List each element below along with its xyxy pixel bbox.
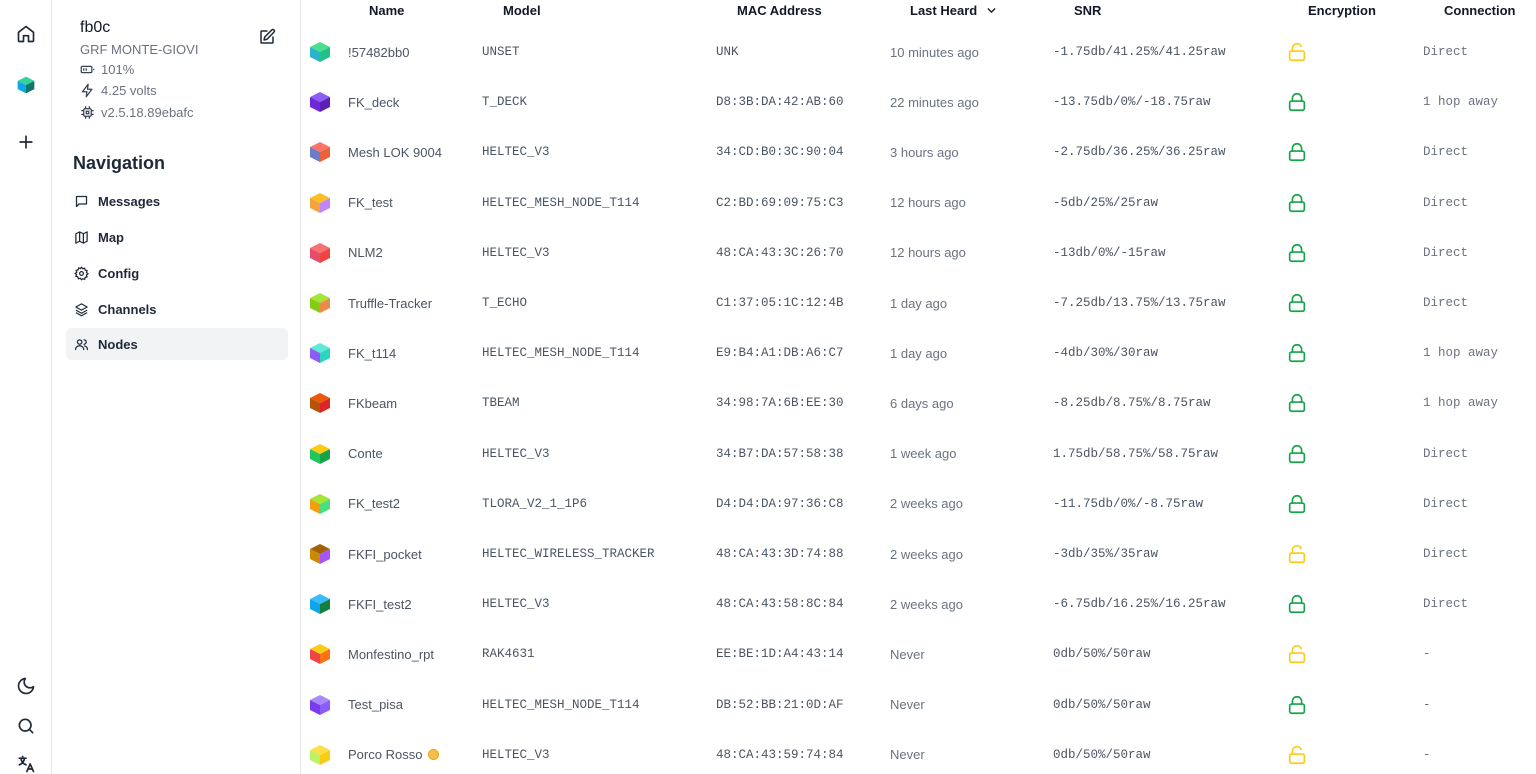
table-row[interactable] xyxy=(302,479,1536,529)
node-snr: -1.75db/41.25%/41.25raw xyxy=(1053,45,1226,59)
node-snr: -11.75db/0%/-8.75raw xyxy=(1053,496,1204,511)
table-row[interactable] xyxy=(302,278,1536,328)
table-row[interactable] xyxy=(302,629,1536,679)
node-name: FKbeam xyxy=(348,395,398,411)
node-connection: Direct xyxy=(1423,195,1469,210)
layers-icon xyxy=(74,302,89,317)
column-header-model[interactable] xyxy=(503,3,541,18)
node-name: Conte xyxy=(348,446,383,462)
nav-item-label: Config xyxy=(98,265,140,281)
node-avatar xyxy=(308,378,332,428)
table-row[interactable] xyxy=(302,680,1536,730)
node-mac: 48:CA:43:3C:26:70 xyxy=(716,245,844,260)
node-last-heard: 1 day ago xyxy=(890,295,948,311)
column-header-mac[interactable] xyxy=(737,3,822,18)
node-last-heard: Never xyxy=(890,697,925,713)
node-model: HELTEC_V3 xyxy=(482,145,550,160)
node-connection: Direct xyxy=(1423,145,1469,160)
edit-icon xyxy=(258,28,276,46)
lock-open-icon xyxy=(1286,543,1308,565)
node-snr: 0db/50%/50raw xyxy=(1053,697,1151,712)
icon-rail xyxy=(0,0,52,774)
node-encryption xyxy=(1286,278,1308,328)
node-avatar xyxy=(308,680,332,730)
node-avatar xyxy=(308,127,332,177)
node-name-cell xyxy=(348,529,422,579)
node-mac: UNK xyxy=(716,45,739,59)
node-avatar xyxy=(308,479,332,529)
battery-icon xyxy=(80,62,95,77)
table-row[interactable] xyxy=(302,579,1536,629)
column-header-encryption[interactable] xyxy=(1308,3,1376,18)
lock-open-icon xyxy=(1286,744,1308,766)
node-mac: 48:CA:43:3D:74:88 xyxy=(716,547,844,561)
node-avatar-icon xyxy=(308,191,332,215)
node-encryption xyxy=(1286,579,1308,629)
node-avatar-icon[interactable] xyxy=(0,70,52,100)
node-encryption xyxy=(1286,730,1308,774)
node-name: Porco Rosso xyxy=(348,747,423,763)
table-row[interactable] xyxy=(302,228,1536,278)
node-mac: C2:BD:69:09:75:C3 xyxy=(716,195,844,210)
node-avatar xyxy=(308,77,332,127)
edit-device-button[interactable] xyxy=(258,28,276,46)
node-avatar xyxy=(308,228,332,278)
table-row[interactable] xyxy=(302,127,1536,177)
device-short-name: fb0c xyxy=(80,19,111,36)
table-row[interactable] xyxy=(302,730,1536,774)
node-avatar xyxy=(308,328,332,378)
node-connection: Direct xyxy=(1423,597,1469,612)
nodes-table xyxy=(302,0,1536,774)
node-avatar-icon xyxy=(308,90,332,114)
lock-closed-icon xyxy=(1286,392,1308,414)
plus-icon[interactable] xyxy=(0,127,52,157)
node-encryption xyxy=(1286,429,1308,479)
lock-closed-icon xyxy=(1286,493,1308,515)
lock-closed-icon xyxy=(1286,694,1308,716)
device-long-name: GRF MONTE-GIOVI xyxy=(80,42,199,57)
node-name-cell xyxy=(348,328,396,378)
node-name: FK_t114 xyxy=(348,345,397,361)
nav-item-channels[interactable] xyxy=(66,293,288,325)
node-connection: Direct xyxy=(1423,547,1469,561)
node-snr: -6.75db/16.25%/16.25raw xyxy=(1053,597,1226,612)
node-avatar-icon xyxy=(308,743,332,767)
node-name: Test_pisa xyxy=(348,697,403,713)
node-model: HELTEC_V3 xyxy=(482,245,550,260)
node-name: NLM2 xyxy=(348,245,383,261)
nav-item-map[interactable] xyxy=(66,221,288,253)
node-name-cell xyxy=(348,629,434,679)
battery-level xyxy=(80,62,134,77)
node-model: HELTEC_MESH_NODE_T114 xyxy=(482,195,640,210)
voltage-text: 4.25 volts xyxy=(101,83,157,98)
node-mac: D4:D4:DA:97:36:C8 xyxy=(716,496,844,511)
nav-item-config[interactable] xyxy=(66,257,288,289)
lock-closed-icon xyxy=(1286,342,1308,364)
node-avatar-icon xyxy=(308,40,332,64)
node-model: RAK4631 xyxy=(482,647,535,662)
node-avatar-icon xyxy=(308,592,332,616)
node-connection: Direct xyxy=(1423,245,1469,260)
node-name: FK_deck xyxy=(348,94,400,110)
lightning-icon xyxy=(80,83,95,98)
node-last-heard: 12 hours ago xyxy=(890,245,966,261)
node-name-cell xyxy=(348,730,439,774)
node-connection: 1 hop away xyxy=(1423,346,1499,361)
node-avatar xyxy=(308,629,332,679)
node-avatar xyxy=(308,579,332,629)
node-connection: Direct xyxy=(1423,45,1469,59)
table-row[interactable] xyxy=(302,429,1536,479)
search-icon[interactable] xyxy=(0,711,52,741)
header-label: MAC Address xyxy=(737,3,822,18)
node-snr: 1.75db/58.75%/58.75raw xyxy=(1053,446,1219,461)
node-snr: -8.25db/8.75%/8.75raw xyxy=(1053,396,1211,411)
nav-item-label: Channels xyxy=(98,301,157,317)
node-encryption xyxy=(1286,77,1308,127)
column-header-snr[interactable] xyxy=(1074,3,1101,18)
node-encryption xyxy=(1286,127,1308,177)
node-model: HELTEC_V3 xyxy=(482,446,550,461)
node-avatar xyxy=(308,529,332,579)
table-row[interactable] xyxy=(302,378,1536,428)
node-mac: 48:CA:43:58:8C:84 xyxy=(716,597,844,612)
column-header-connection[interactable] xyxy=(1444,3,1516,18)
node-snr: -5db/25%/25raw xyxy=(1053,195,1159,210)
navigation-title: Navigation xyxy=(73,153,166,173)
header-label: Encryption xyxy=(1308,3,1376,18)
node-last-heard: 10 minutes ago xyxy=(890,44,979,60)
header-label: Last Heard xyxy=(910,3,978,18)
message-square-icon xyxy=(74,194,89,209)
node-model: HELTEC_MESH_NODE_T114 xyxy=(482,697,640,712)
lock-open-icon xyxy=(1286,643,1308,665)
node-connection: Direct xyxy=(1423,446,1469,461)
lock-closed-icon xyxy=(1286,242,1308,264)
node-mac: D8:3B:DA:42:AB:60 xyxy=(716,95,844,110)
node-name: Mesh LOK 9004 xyxy=(348,144,442,160)
node-connection: - xyxy=(1423,697,1431,712)
sidebar xyxy=(53,0,301,774)
node-name-cell xyxy=(348,228,383,278)
table-row[interactable] xyxy=(302,27,1536,77)
node-last-heard: 1 week ago xyxy=(890,446,957,462)
node-last-heard: Never xyxy=(890,646,925,662)
node-avatar xyxy=(308,27,332,77)
map-icon xyxy=(74,230,89,245)
lock-open-icon xyxy=(1286,41,1308,63)
node-snr: -13.75db/0%/-18.75raw xyxy=(1053,95,1211,110)
table-row[interactable] xyxy=(302,529,1536,579)
node-name-cell xyxy=(348,77,399,127)
voltage xyxy=(80,83,157,98)
node-encryption xyxy=(1286,228,1308,278)
node-last-heard: 1 day ago xyxy=(890,345,948,361)
node-encryption xyxy=(1286,178,1308,228)
gear-icon xyxy=(74,266,89,281)
node-mac: 34:B7:DA:57:58:38 xyxy=(716,446,844,461)
node-connection: 1 hop away xyxy=(1423,396,1499,411)
node-mac: 48:CA:43:59:74:84 xyxy=(716,747,844,762)
node-snr: 0db/50%/50raw xyxy=(1053,747,1151,762)
lock-closed-icon xyxy=(1286,292,1308,314)
nav-item-messages[interactable] xyxy=(66,185,288,217)
node-avatar-icon xyxy=(308,291,332,315)
nav-item-label: Nodes xyxy=(98,336,138,352)
node-snr: 0db/50%/50raw xyxy=(1053,647,1151,662)
node-avatar-icon xyxy=(308,241,332,265)
node-name: !57482bb0 xyxy=(348,44,410,60)
column-header-last-heard[interactable] xyxy=(910,3,998,18)
node-mac: 34:CD:B0:3C:90:04 xyxy=(716,145,844,160)
node-name-cell xyxy=(348,378,397,428)
node-encryption xyxy=(1286,479,1308,529)
node-avatar-icon xyxy=(308,542,332,566)
node-name-cell xyxy=(348,127,442,177)
moon-icon[interactable] xyxy=(0,671,52,701)
node-model: TBEAM xyxy=(482,396,520,411)
node-model: HELTEC_V3 xyxy=(482,597,550,612)
lock-closed-icon xyxy=(1286,593,1308,615)
node-last-heard: 2 weeks ago xyxy=(890,596,963,612)
table-row[interactable] xyxy=(302,178,1536,228)
node-avatar xyxy=(308,730,332,774)
node-connection: - xyxy=(1423,647,1431,662)
node-name-cell xyxy=(348,278,432,328)
translate-icon[interactable] xyxy=(0,749,52,774)
node-model: T_ECHO xyxy=(482,296,528,310)
lock-closed-icon xyxy=(1286,91,1308,113)
node-avatar xyxy=(308,278,332,328)
node-last-heard: Never xyxy=(890,747,925,763)
home-icon[interactable] xyxy=(0,19,52,49)
node-name-cell xyxy=(348,429,383,479)
node-name: Monfestino_rpt xyxy=(348,646,434,662)
node-snr: -13db/0%/-15raw xyxy=(1053,245,1166,260)
node-encryption xyxy=(1286,378,1308,428)
firmware-version xyxy=(80,105,194,120)
node-encryption xyxy=(1286,328,1308,378)
node-avatar xyxy=(308,178,332,228)
cpu-icon xyxy=(80,105,95,120)
node-mac: EE:BE:1D:A4:43:14 xyxy=(716,647,844,662)
nav-item-label: Map xyxy=(98,229,124,245)
nav-item-nodes[interactable] xyxy=(66,328,288,360)
node-snr: -2.75db/36.25%/36.25raw xyxy=(1053,145,1226,160)
node-last-heard: 22 minutes ago xyxy=(890,94,979,110)
chevron-down-icon xyxy=(985,4,998,17)
node-connection: Direct xyxy=(1423,296,1469,310)
node-avatar-icon xyxy=(308,140,332,164)
node-connection: Direct xyxy=(1423,496,1469,511)
lock-closed-icon xyxy=(1286,141,1308,163)
header-label: SNR xyxy=(1074,3,1102,18)
header-label: Connection xyxy=(1444,3,1516,18)
node-last-heard: 2 weeks ago xyxy=(890,546,963,562)
table-row[interactable] xyxy=(302,77,1536,127)
node-avatar-icon xyxy=(308,341,332,365)
node-snr: -3db/35%/35raw xyxy=(1053,547,1159,561)
firmware-text: v2.5.18.89ebafc xyxy=(101,105,194,120)
node-avatar-icon xyxy=(308,492,332,516)
node-name: FKFI_test2 xyxy=(348,596,412,612)
node-mac: 34:98:7A:6B:EE:30 xyxy=(716,396,844,411)
node-connection: 1 hop away xyxy=(1423,95,1499,110)
users-icon xyxy=(74,337,89,352)
node-name: Truffle-Tracker xyxy=(348,295,433,311)
favorite-star-icon xyxy=(428,749,439,760)
node-model: HELTEC_WIRELESS_TRACKER xyxy=(482,547,655,561)
node-name-cell xyxy=(348,579,412,629)
node-encryption xyxy=(1286,629,1308,679)
node-avatar-icon xyxy=(308,693,332,717)
lock-closed-icon xyxy=(1286,192,1308,214)
node-name: FK_test2 xyxy=(348,496,401,512)
node-last-heard: 6 days ago xyxy=(890,395,954,411)
node-name-cell xyxy=(348,27,409,77)
node-snr: -7.25db/13.75%/13.75raw xyxy=(1053,296,1226,310)
column-header-name[interactable] xyxy=(369,3,404,18)
lock-closed-icon xyxy=(1286,443,1308,465)
table-row[interactable] xyxy=(302,328,1536,378)
node-avatar-icon xyxy=(308,391,332,415)
battery-text: 101% xyxy=(101,62,135,77)
node-name: FK_test xyxy=(348,195,393,211)
node-encryption xyxy=(1286,27,1308,77)
node-name-cell xyxy=(348,479,400,529)
node-last-heard: 2 weeks ago xyxy=(890,496,963,512)
node-name: FKFI_pocket xyxy=(348,546,422,562)
node-model: UNSET xyxy=(482,45,520,59)
node-mac: C1:37:05:1C:12:4B xyxy=(716,296,844,310)
node-mac: E9:B4:A1:DB:A6:C7 xyxy=(716,346,844,361)
node-connection: - xyxy=(1423,747,1431,762)
header-label: Model xyxy=(503,3,541,18)
node-model: TLORA_V2_1_1P6 xyxy=(482,496,588,511)
node-model: T_DECK xyxy=(482,95,528,110)
nav-item-label: Messages xyxy=(98,193,161,209)
node-name-cell xyxy=(348,178,393,228)
node-encryption xyxy=(1286,680,1308,730)
node-last-heard: 3 hours ago xyxy=(890,144,959,160)
node-model: HELTEC_MESH_NODE_T114 xyxy=(482,346,640,361)
node-snr: -4db/30%/30raw xyxy=(1053,346,1159,361)
node-avatar-icon xyxy=(308,642,332,666)
node-model: HELTEC_V3 xyxy=(482,747,550,762)
node-mac: DB:52:BB:21:0D:AF xyxy=(716,697,844,712)
node-encryption xyxy=(1286,529,1308,579)
node-avatar-icon xyxy=(308,442,332,466)
header-label: Name xyxy=(369,3,405,18)
node-last-heard: 12 hours ago xyxy=(890,195,966,211)
node-name-cell xyxy=(348,680,403,730)
node-avatar xyxy=(308,429,332,479)
